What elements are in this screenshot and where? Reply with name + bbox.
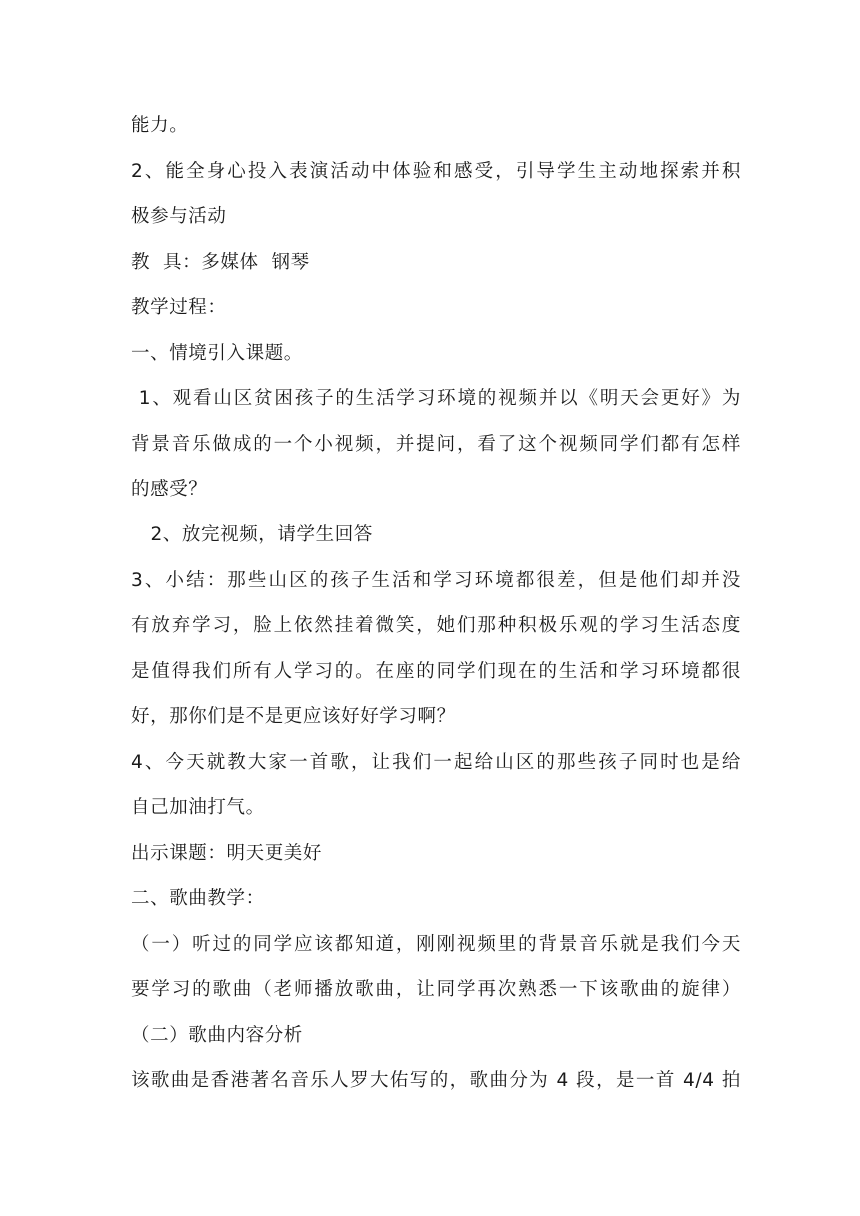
text-line: 是值得我们所有人学习的。在座的同学们现在的生活和学习环境都很	[131, 661, 741, 682]
text-line: 好，那你们是不是更应该好好学习啊？	[131, 706, 456, 727]
section-heading: 一、情境引入课题。	[131, 343, 303, 364]
text-line: （一）听过的同学应该都知道，刚刚视频里的背景音乐就是我们今天	[131, 934, 741, 955]
subsection-heading: （二）歌曲内容分析	[131, 1025, 303, 1046]
text-line: 教 具：多媒体 钢琴	[131, 252, 310, 273]
section-heading: 二、歌曲教学：	[131, 888, 265, 909]
lesson-title-line: 出示课题：明天更美好	[131, 843, 323, 864]
text-line: 有放弃学习，脸上依然挂着微笑，她们那种积极乐观的学习生活态度	[131, 615, 741, 636]
text-line: 的感受？	[131, 479, 208, 500]
text-line: 能力。	[131, 115, 189, 136]
text-line: 2、放完视频，请学生回答	[131, 524, 373, 545]
text-line: 自己加油打气。	[131, 797, 265, 818]
text-line: 背景音乐做成的一个小视频，并提问，看了这个视频同学们都有怎样	[131, 434, 741, 455]
text-line: 3、小结：那些山区的孩子生活和学习环境都很差，但是他们却并没	[131, 570, 741, 591]
text-line: 1、观看山区贫困孩子的生活学习环境的视频并以《明天会更好》为	[131, 388, 741, 409]
text-line: 该歌曲是香港著名音乐人罗大佑写的，歌曲分为 4 段，是一首 4/4 拍	[131, 1070, 741, 1091]
text-line: 极参与活动	[131, 206, 227, 227]
text-line: 教学过程：	[131, 297, 227, 318]
text-line: 要学习的歌曲（老师播放歌曲，让同学再次熟悉一下该歌曲的旋律）	[131, 979, 741, 1000]
text-line: 4、今天就教大家一首歌，让我们一起给山区的那些孩子同时也是给	[131, 752, 741, 773]
text-line: 2、能全身心投入表演活动中体验和感受，引导学生主动地探索并积	[131, 161, 741, 182]
